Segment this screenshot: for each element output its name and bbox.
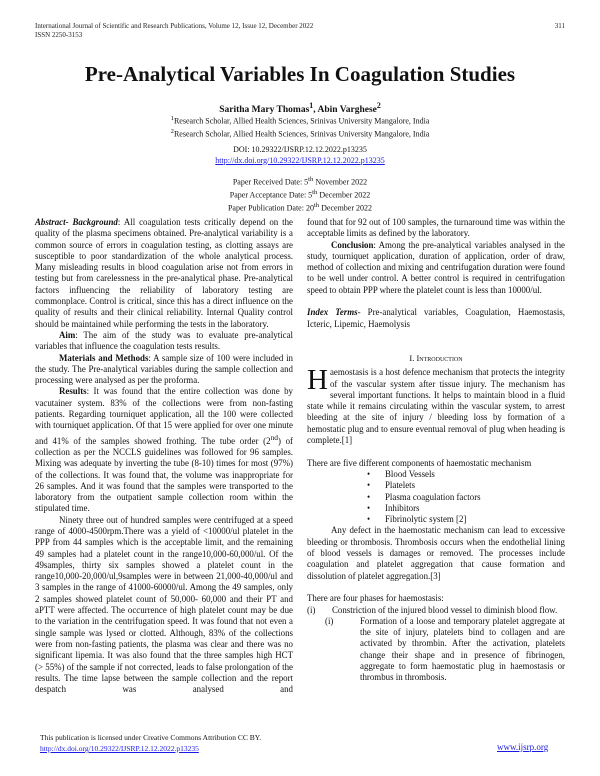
footer-license (40, 732, 261, 754)
abstract-conclusion (307, 240, 565, 296)
list-item: • Blood Vessels (385, 469, 565, 480)
abstract-results-2: Ninety three out of hundred samples were centrifuged at a speed range of 4000-4500rpm.There was a yield of <10000/ul platelet in the PPP from 44 samples which is the acceptable limit, and the remaining 49 samples had a platelet count in the range10,000-60,000/ul. Of the 49samples, thirty six samples showed a platelet count in the range10,000-20,000/ul,9samples were in between 21,000-40,000/ul and 3 samples in the range of 41000-60000/ul. Among the 49 samples, only 2 samples showed platelet count of 50,000- 60,000 and their PT and aPTT were affected. The occurrence of high platelet count may be due to the variation in the centrifugation speed. It was found that not even a single sample was lysed or clotted. Although, 83% of the collections were from non-fasting patients, the plasma was clear and there was no significant lipemia. It was also found that the three samples high HCT (> 55%) of the sample if not corrected, leads to false prolongation of the results. The time lapse between the sample collection and the report despatch was analysed and (35, 514, 293, 695)
issn: ISSN 2250-3153 (35, 31, 83, 39)
right-column (307, 217, 565, 684)
phases-intro: There are four phases for haemostasis: (307, 593, 444, 604)
running-header (35, 22, 313, 40)
aff-sup: 1 (170, 115, 174, 122)
components-intro: There are five different components of haemostatic mechanism (307, 457, 532, 468)
abstract-background (35, 217, 293, 330)
phase-text: Formation of a loose and temporary platelet aggregate at the site of injury, platelets bind to collagen and are activated by thrombin. After the activation, platelets change their shape and in presence of fibrinogen, aggregate to form haemostatic plug in haemostasis or thrombus in thrombosis. (360, 615, 565, 683)
phase-number: (i) (325, 615, 334, 626)
phase-item (307, 616, 565, 684)
author-name: Abin Varghese (317, 105, 377, 116)
footer-doi-link[interactable]: http://dx.doi.org/10.29322/IJSRP.12.12.2022.p13235 (40, 744, 199, 753)
list-item: • Fibrinolytic system [2] (385, 514, 565, 525)
label: Materials and Methods (59, 352, 149, 363)
author-sup: 1 (309, 101, 314, 110)
text: : Among the pre-analytical variables analysed in the study, tourniquet application, duration of application, order of draw, method of collection and mixing and centrifugation duration were found to be well under control. A better control is required in centrifugation speed to obtain PPP where the platelet count is less than 10000/ul. (307, 239, 565, 295)
doi-text: DOI: 10.29322/IJSRP.12.12.2022.p13235 (233, 145, 367, 154)
text: : A sample size of 100 were included in the study. The Pre-analytical variables during the sample collection and processing were analysed as per the proforma. (35, 352, 293, 386)
abstract-results-cont: found that for 92 out of 100 samples, the turnaround time was within the acceptable limits as defined by the laboratory. (307, 217, 565, 239)
text: ) of collection as per the NCCLS guidelines was followed for 96 samples. Mixing was adequate by inverting the tube (8-10) times for most (97%) of the collections. It was found that, the volume was inappropriate for 26 samples. And it was found that the samples were transported to the laboratory from the outpatient sample collection room within the stipulated time. (35, 435, 293, 514)
affiliation (0, 114, 600, 127)
phase-text: Constriction of the injured blood vessel to diminish blood flow. (332, 604, 558, 615)
section-heading: I. Introduction (409, 352, 463, 363)
components-list (307, 469, 565, 525)
aff-text: Research Scholar, Allied Health Sciences, Srinivas University Mangalore, India (173, 129, 430, 139)
left-column (35, 217, 293, 695)
abstract-aim (35, 330, 293, 353)
list-item: • Plasma coagulation factors (385, 492, 565, 503)
journal-info: International Journal of Scientific and Research Publications, Volume 12, Issue 12, December 2022 (35, 22, 314, 30)
text: : All coagulation tests critically depend on the quality of the plasma specimens obtained. Pre-analytical variability is a common source of errors in coagulation testing, as clotting assays are susceptible to poor standardization of the whole analytical process. Many misleading results in blood coagulation arise not from errors in testing but from carelessness in the pre-analytical phase. Pre-analytical factors influencing the reliability of laboratory testing are commonplace. Control is critical, since this has a direct influence on the quality of results and their clinical reliability. Internal Quality control should be maintained while performing the tests in the laboratory. (35, 217, 293, 329)
received-date: Paper Received Date: 5th November 2022 (232, 176, 368, 187)
aff-sup: 2 (170, 128, 174, 136)
text: : The aim of the study was to evaluate pre-analytical variables that influence the coagulation tests results. (35, 329, 293, 352)
license-text: This publication is licensed under Creative Commons Attribution CC BY. (40, 733, 262, 742)
index-terms (307, 307, 565, 330)
text: aemostasis is a host defence mechanism that protects the integrity of the vascular system after tissue injury. The mechanism has several important functions. It helps to maintain blood in a fluid state while it remains circulating within the vascular system, to arrest bleeding at the site of injury / bleeding loss by formation of a hemostatic plug and to ensure eventual removal of plug when heading is complete.[1] (307, 367, 565, 446)
label: Abstract- Background (35, 217, 118, 227)
text: : It was found that the entire collection was done by vacutainer system. 83% of the collections were from non-fasting patients. Regarding tourniquet application, all the 100 were collected with tourniquet application. Of that 15 were applied for over one minute and 41% of the samples showed frothing. The tube order (2 (35, 386, 293, 446)
label: Aim (59, 329, 76, 340)
doi-block (0, 145, 600, 166)
affiliation (0, 127, 600, 140)
phase-number: (i) (307, 604, 316, 615)
sup: nd (270, 432, 278, 442)
author-name: Saritha Mary Thomas (219, 105, 310, 116)
page-number: 311 (554, 22, 565, 30)
text: - Pre-analytical variables, Coagulation, Haemostasis, Icteric, Lipemic, Haemolysis (307, 307, 566, 329)
label: Results (59, 386, 87, 397)
phase-item (307, 605, 565, 616)
abstract-results (35, 386, 293, 514)
paper-title: Pre-Analytical Variables In Coagulation Studies (84, 62, 516, 86)
site-link[interactable]: www.ijsrp.org (497, 742, 549, 752)
intro-para-2: Any defect in the haemostatic mechanism can lead to excessive bleeding or thrombosis. Thrombosis occurs when the endothelial lining of blood vessels is damages or removed. The processes include coagulation and platelet aggregation that cause formation and dissolution of platelet aggregation.[3] (307, 525, 565, 581)
label: Conclusion (331, 239, 374, 250)
abstract-methods (35, 353, 293, 387)
affiliations (0, 114, 600, 140)
publication-date: Paper Publication Date: 20th December 2022 (227, 201, 373, 213)
author-sup: 2 (376, 101, 381, 110)
authors: Saritha Mary Thomas$^1$, Abin Varghese$^2$ (219, 101, 381, 116)
label: Index Terms (307, 307, 358, 318)
dates-block (0, 175, 600, 214)
list-item: • Inhibitors (385, 503, 565, 514)
list-item: • Platelets (385, 480, 565, 491)
drop-cap: H (307, 364, 328, 397)
doi-link[interactable]: http://dx.doi.org/10.29322/IJSRP.12.12.2022.p13235 (215, 155, 385, 165)
aff-text: Research Scholar, Allied Health Sciences, Srinivas University Mangalore, India (173, 116, 430, 126)
acceptance-date: Paper Acceptance Date: 5th December 2022 (229, 188, 371, 200)
intro-para-1 (307, 364, 565, 446)
